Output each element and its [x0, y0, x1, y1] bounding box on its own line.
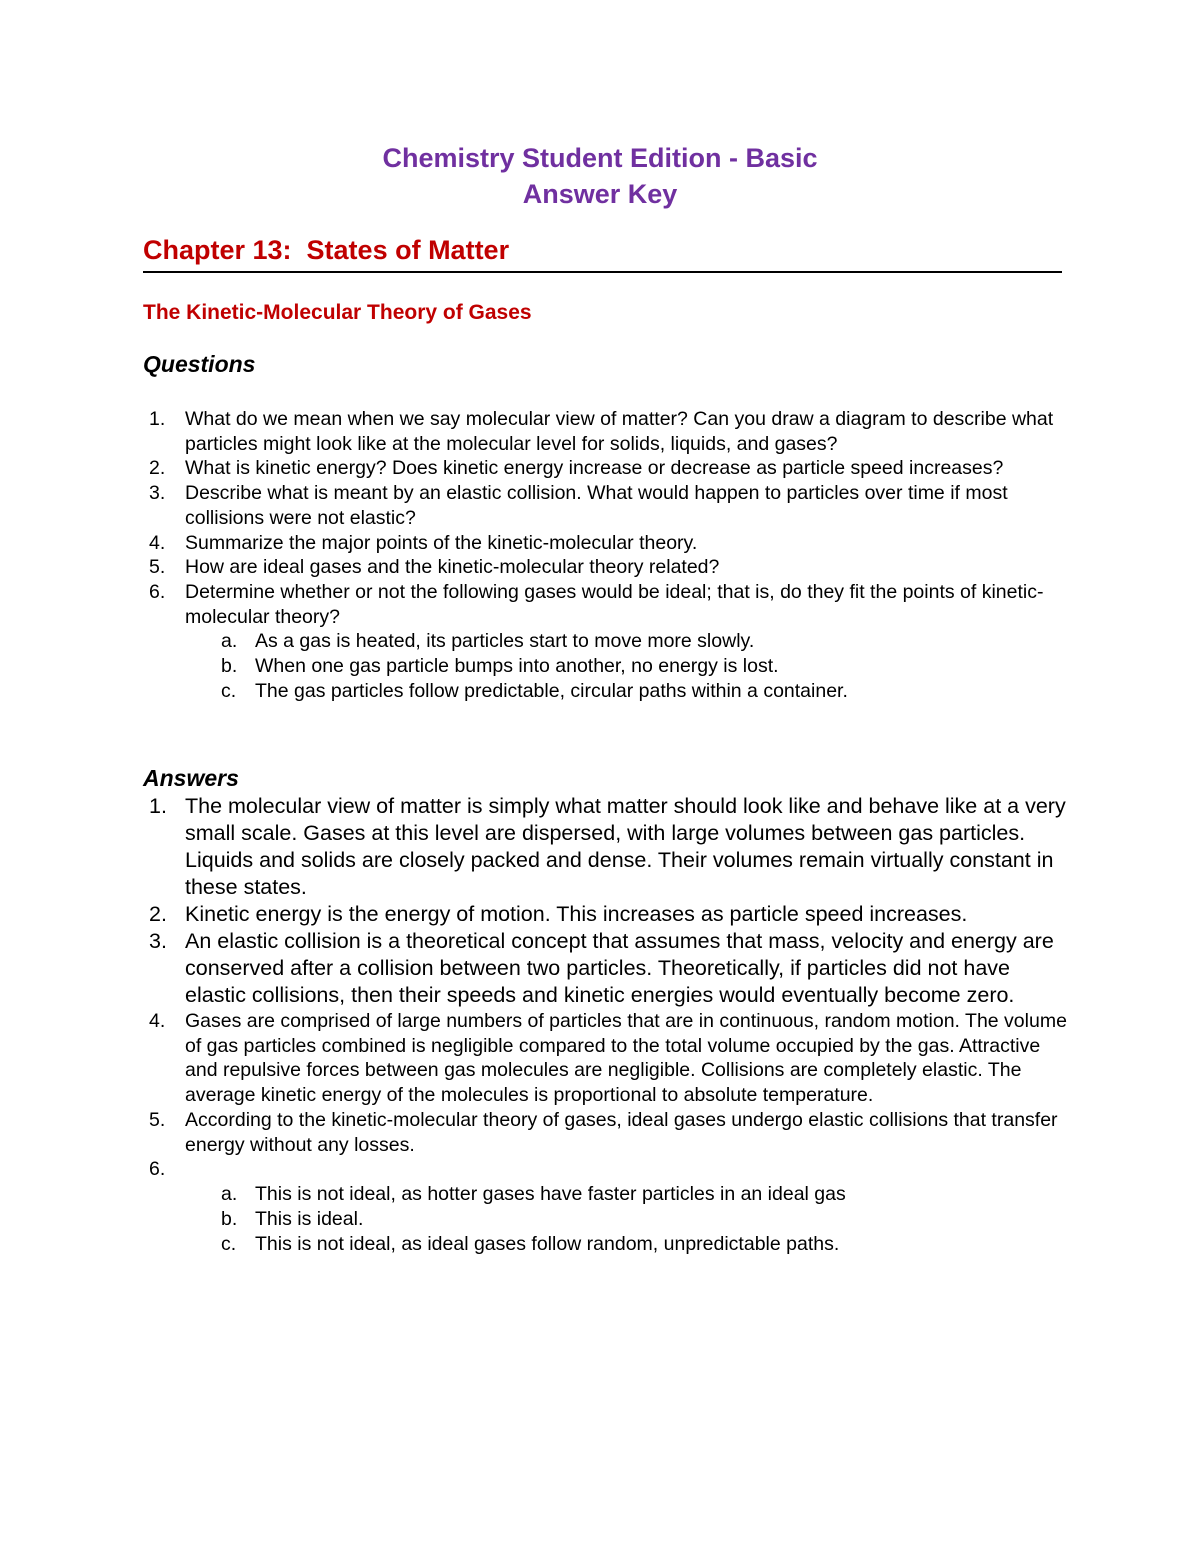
sub-item-letter: a.: [221, 1182, 238, 1205]
answer-number: 2.: [149, 902, 167, 926]
question-text: What is kinetic energy? Does kinetic energy increase or decrease as particle speed increases?: [185, 457, 1004, 480]
answer-text: According to the kinetic-molecular theory of gases, ideal gases undergo elastic collisions that transfer energy without any losses.: [185, 1108, 1058, 1156]
questions-list: [143, 407, 1073, 703]
question-text: How are ideal gases and the kinetic-molecular theory related?: [185, 556, 720, 579]
chapter-divider: [143, 271, 1062, 273]
answer-sub-item: [185, 1207, 1073, 1232]
sub-item-text: The gas particles follow predictable, circular paths within a container.: [255, 679, 848, 702]
answer-sub-item: [185, 1182, 1073, 1207]
sub-item-letter: b.: [221, 655, 238, 678]
question-item: [143, 481, 1073, 530]
answer-item: [143, 1108, 1073, 1157]
answer-number: 1.: [149, 794, 167, 818]
answers-heading: Answers: [143, 765, 239, 791]
sub-item-text: This is not ideal, as ideal gases follow random, unpredictable paths.: [255, 1232, 840, 1255]
question-number: 5.: [149, 556, 166, 579]
sub-item-text: This is not ideal, as hotter gases have faster particles in an ideal gas: [255, 1182, 846, 1205]
answer-text: Gases are comprised of large numbers of particles that are in continuous, random motion. The volume of gas particles combined is negligible compared to the total volume occupied by the gas. Attractive and repulsive forces between gas molecules are negligible. Collisions are completely elastic. The average kinetic energy of the molecules is proportional to absolute temperature.: [185, 1010, 1067, 1107]
answer-text: Kinetic energy is the energy of motion. This increases as particle speed increases.: [185, 902, 968, 926]
question-item: [143, 456, 1073, 481]
answer-text: An elastic collision is a theoretical concept that assumes that mass, velocity and energy are conserved after a collision between two particles. Theoretically, if particles did not have elastic collisions, then their speeds and kinetic energies would eventually become zero.: [185, 929, 1054, 1007]
question-item: [143, 580, 1073, 704]
question-text: What do we mean when we say molecular view of matter? Can you draw a diagram to describe what particles might look like at the molecular level for solids, liquids, and gases?: [185, 408, 1054, 455]
sub-item-letter: c.: [221, 1232, 237, 1255]
question-text: Summarize the major points of the kinetic-molecular theory.: [185, 531, 698, 554]
chapter-title: Chapter 13: States of Matter: [143, 235, 510, 265]
question-sub-item: [185, 679, 1073, 704]
answer-item: [143, 1009, 1073, 1108]
document-title: [0, 140, 1200, 212]
question-item: [143, 555, 1073, 580]
section-title: The Kinetic-Molecular Theory of Gases: [143, 301, 532, 324]
answer-item: [143, 901, 1073, 928]
question-sub-list: [185, 629, 1073, 703]
question-text: Describe what is meant by an elastic collision. What would happen to particles over time if most collisions were not elastic?: [185, 482, 1008, 529]
question-number: 6.: [149, 580, 166, 603]
title-line-1: Chemistry Student Edition - Basic: [382, 143, 818, 173]
answers-list: [143, 793, 1073, 1257]
question-number: 1.: [149, 408, 166, 430]
answer-item: [143, 793, 1073, 901]
answer-text: The molecular view of matter is simply what matter should look like and behave like at a very small scale. Gases at this level are dispersed, with large volumes between gas particles. Liquids and solids are closely packed and dense. Their volumes remain virtually constant in these states.: [185, 794, 1066, 899]
answer-number: 3.: [149, 929, 167, 953]
sub-item-text: When one gas particle bumps into another, no energy is lost.: [255, 655, 779, 678]
sub-item-text: As a gas is heated, its particles start to move more slowly.: [255, 630, 755, 653]
answer-sub-item: [185, 1232, 1073, 1257]
sub-item-letter: c.: [221, 679, 237, 702]
question-number: 4.: [149, 531, 166, 554]
answer-item: [143, 928, 1073, 1009]
answer-number: 5.: [149, 1108, 166, 1131]
answer-number: 6.: [149, 1158, 166, 1181]
question-number: 3.: [149, 482, 166, 505]
questions-heading: Questions: [143, 351, 256, 377]
answer-item: [143, 1157, 1073, 1257]
question-sub-item: [185, 629, 1073, 654]
question-sub-item: [185, 654, 1073, 679]
sub-item-letter: a.: [221, 630, 238, 653]
title-line-2: Answer Key: [522, 179, 678, 209]
answer-sub-list: [185, 1182, 1073, 1257]
question-number: 2.: [149, 457, 166, 480]
question-item: [143, 531, 1073, 556]
sub-item-text: This is ideal.: [255, 1207, 364, 1230]
answer-number: 4.: [149, 1010, 166, 1032]
sub-item-letter: b.: [221, 1207, 238, 1230]
question-item: [143, 407, 1073, 456]
question-text: Determine whether or not the following gases would be ideal; that is, do they fit the points of kinetic-molecular theory?: [185, 580, 1044, 628]
